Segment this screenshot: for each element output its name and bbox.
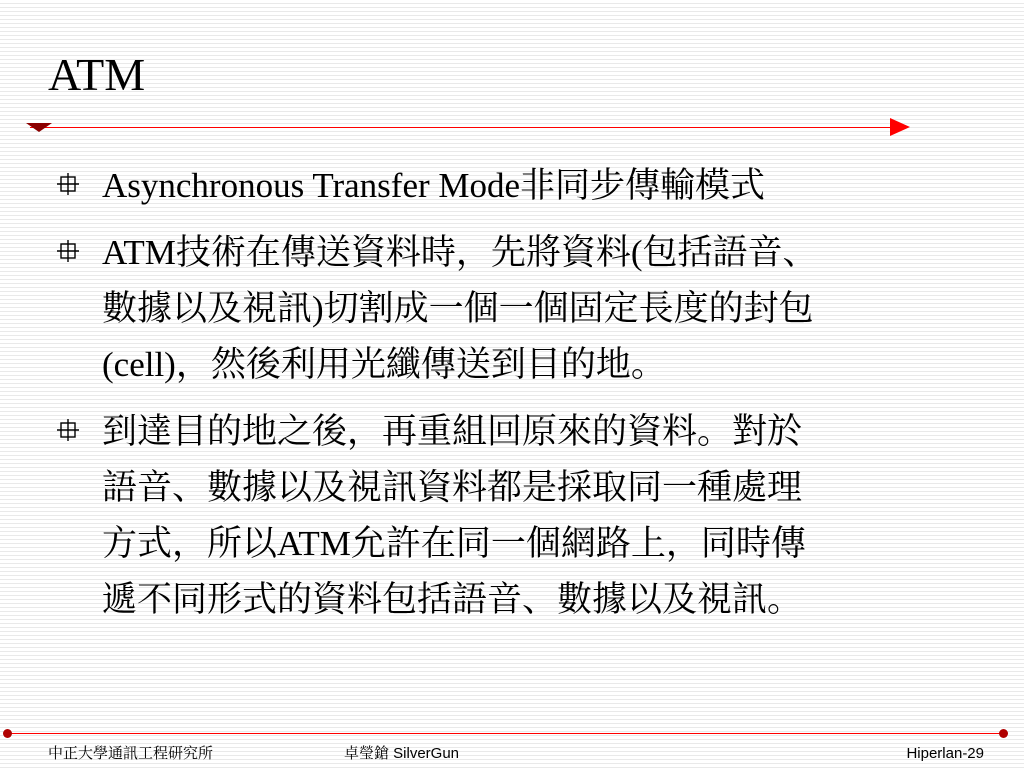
footer-left-dot-icon [2,728,13,739]
boxed-cross-icon [56,172,80,196]
bullet-list [50,158,970,628]
bullet-item [50,404,970,628]
boxed-cross-icon [56,418,80,442]
slide-title: ATM [48,49,146,100]
footer-page-label: Hiperlan-29 [906,745,984,762]
bullet-item [50,158,970,214]
bullet-text: Asynchronous Transfer Mode非同步傳輸模式 [102,166,766,205]
bullet-text: 到達目的地之後，再重組回原來的資料。對於 語音、數據以及視訊資料都是採取同一種處理 方式，所以ATM允許在同一個網路上，同時傳 遞不同形式的資料包括語音、數據以及視訊。 [102,412,806,619]
bullet-item [50,225,970,393]
footer-divider [8,733,1004,734]
footer-right-dot-icon [998,728,1009,739]
footer-institution: 中正大學通訊工程研究所 [48,745,214,762]
boxed-cross-icon [56,239,80,263]
footer-author: 卓瑩鎗 SilverGun [344,745,460,762]
title-underline [30,127,902,128]
rule-right-marker-icon [890,118,910,136]
rule-left-marker-icon [26,123,52,133]
bullet-text: ATM技術在傳送資料時，先將資料(包括語音、 數據以及視訊)切割成一個一個固定長度的封包 (cell)，然後利用光纖傳送到目的地。 [102,233,818,384]
slide-body [50,158,970,639]
